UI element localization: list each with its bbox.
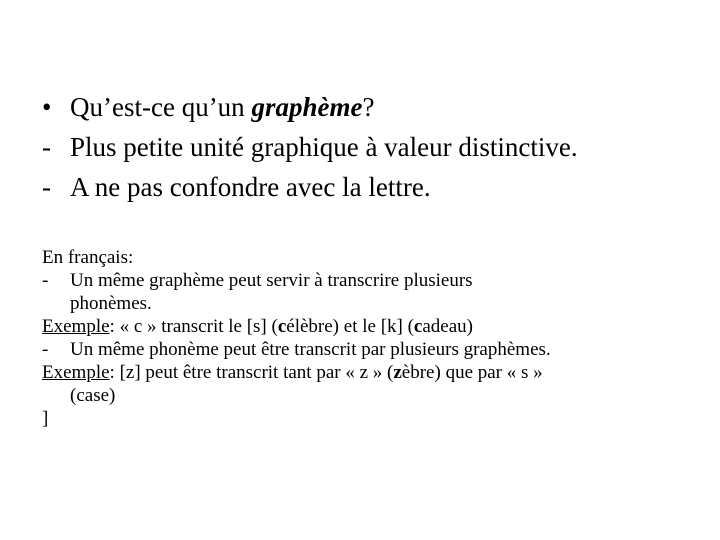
definition-block — [42, 89, 702, 209]
french-examples-block — [42, 246, 712, 430]
example-text: « c » transcrit le [s] ( — [114, 316, 278, 337]
definition-text: Plus petite unité graphique à valeur distinctive. — [70, 132, 578, 162]
list-item-text: Un même phonème peut être transcrit par plusieurs graphèmes. — [70, 339, 551, 360]
example-colon: : — [109, 316, 115, 337]
example-label: Exemple — [42, 316, 110, 337]
example-highlight: c — [277, 316, 287, 337]
dash-marker: - — [42, 339, 49, 360]
closing-bracket: ] — [42, 408, 49, 429]
section-heading: En français: — [42, 247, 134, 268]
question-prefix: Qu’est-ce qu’un — [70, 92, 252, 122]
question-term: graphème — [251, 92, 363, 122]
dash-marker: - — [42, 270, 49, 291]
question-line — [42, 89, 702, 129]
question-mark: ? — [362, 92, 375, 122]
example-continuation: (case) — [70, 385, 116, 406]
question-text — [70, 89, 374, 125]
list-item-text: Un même graphème peut servir à transcrire plusieurs — [70, 270, 473, 291]
example-colon: : — [109, 362, 115, 383]
dash-marker: - — [42, 172, 51, 202]
example-text: adeau) — [422, 316, 473, 337]
example-text: èbre) que par « s » — [401, 362, 543, 383]
warning-line — [42, 169, 702, 209]
bullet-marker: • — [42, 92, 52, 122]
definition-line — [42, 129, 702, 169]
example-line-1 — [42, 315, 712, 338]
list-item-text: phonèmes. — [70, 293, 152, 314]
example-label: Exemple — [42, 362, 110, 383]
example-text: élèbre) et le [k] ( — [286, 316, 414, 337]
list-item-phonemes — [42, 338, 712, 361]
example-highlight: z — [393, 362, 402, 383]
dash-marker: - — [42, 132, 51, 162]
example-text: [z] peut être transcrit tant par « z » ( — [114, 362, 394, 383]
example-line-2 — [42, 361, 712, 384]
warning-text: A ne pas confondre avec la lettre. — [70, 172, 431, 202]
example-highlight: c — [413, 316, 423, 337]
list-item-continuation — [42, 292, 712, 315]
list-item-graphemes — [42, 269, 712, 292]
